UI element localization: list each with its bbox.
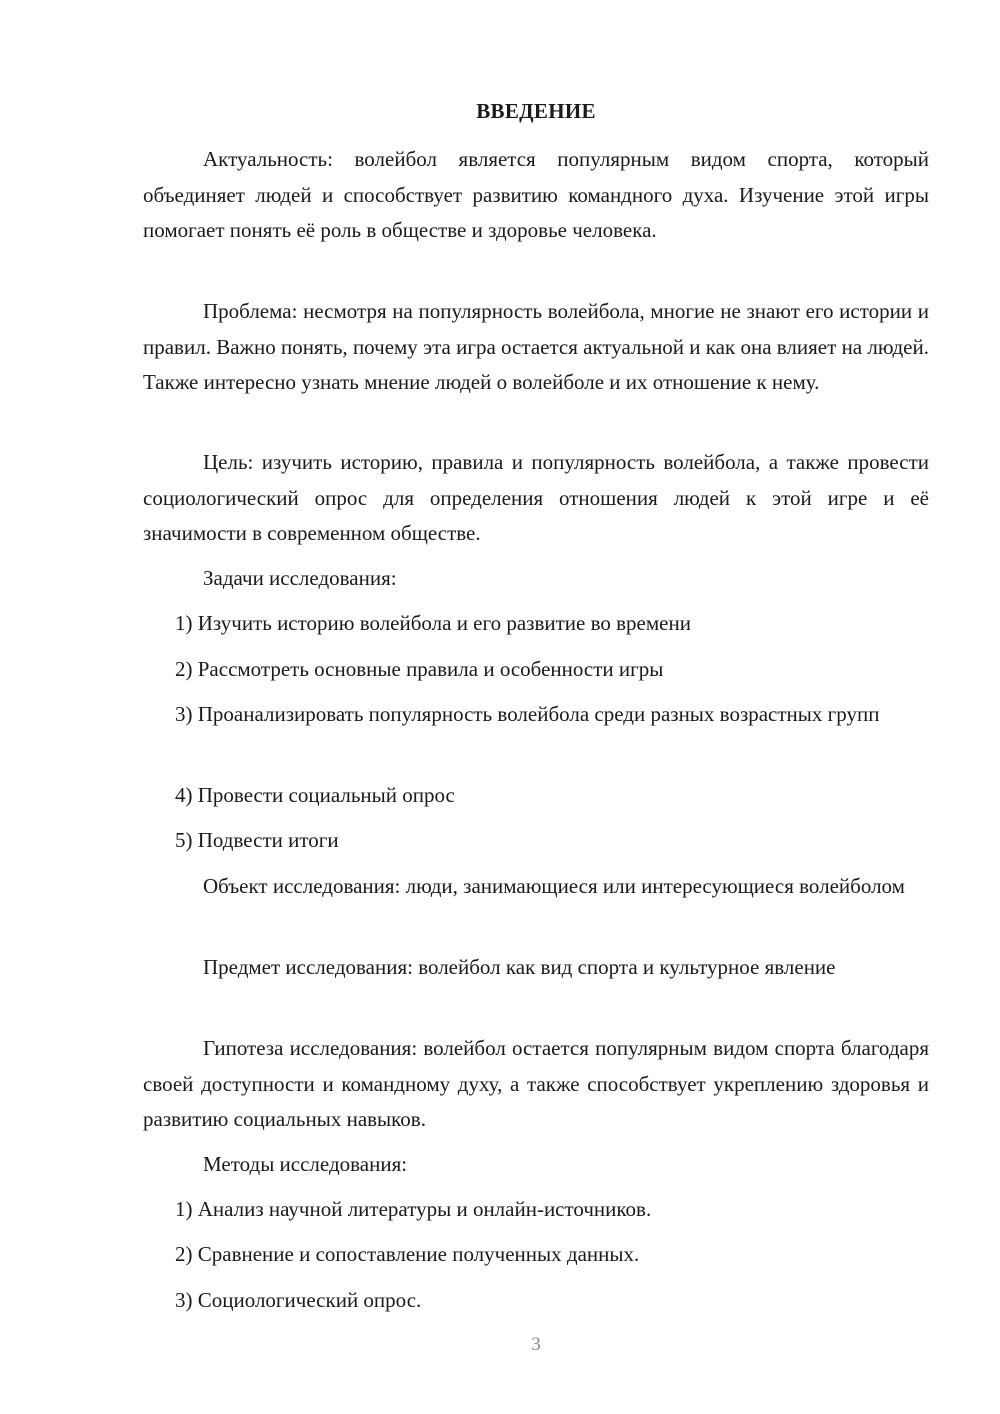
document-title: ВВЕДЕНИЕ — [476, 99, 596, 123]
page-number: 3 — [531, 1334, 541, 1355]
task-item-2: 2) Рассмотреть основные правила и особенности игры — [175, 657, 664, 681]
methods-heading: Методы исследования: — [203, 1152, 408, 1176]
subject-paragraph: Предмет исследования: волейбол как вид спорта и культурное явление — [203, 955, 836, 979]
task-item-5: 5) Подвести итоги — [175, 828, 339, 852]
task-item-4: 4) Провести социальный опрос — [175, 783, 455, 807]
relevance-paragraph: Актуальность: волейбол является популярным видом спорта, который объединяет людей и способствует развитию командного духа. Изучение этой игры помогает понять её роль в обществе и здоровье человека. — [143, 147, 929, 242]
problem-paragraph: Проблема: несмотря на популярность волейбола, многие не знают его истории и правил. Важно понять, почему эта игра остается актуальной и как она влияет на людей. Также интересно узнать мнение людей о волейболе и их отношение к нему. — [143, 299, 929, 394]
method-item-1: 1) Анализ научной литературы и онлайн-источников. — [175, 1197, 652, 1221]
object-paragraph: Объект исследования: люди, занимающиеся или интересующиеся волейболом — [203, 874, 905, 898]
task-item-1: 1) Изучить историю волейбола и его развитие во времени — [175, 611, 691, 635]
method-item-2: 2) Сравнение и сопоставление полученных данных. — [175, 1242, 640, 1266]
task-item-3: 3) Проанализировать популярность волейбола среди разных возрастных групп — [175, 702, 880, 726]
hypothesis-paragraph: Гипотеза исследования: волейбол остается популярным видом спорта благодаря своей доступности и командному духу, а также способствует укреплению здоровья и развитию социальных навыков. — [143, 1036, 929, 1131]
method-item-3: 3) Социологический опрос. — [175, 1288, 422, 1312]
goal-paragraph: Цель: изучить историю, правила и популярность волейбола, а также провести социологический опрос для определения отношения людей к этой игре и её значимости в современном обществе. — [143, 450, 929, 545]
tasks-heading: Задачи исследования: — [203, 566, 397, 590]
